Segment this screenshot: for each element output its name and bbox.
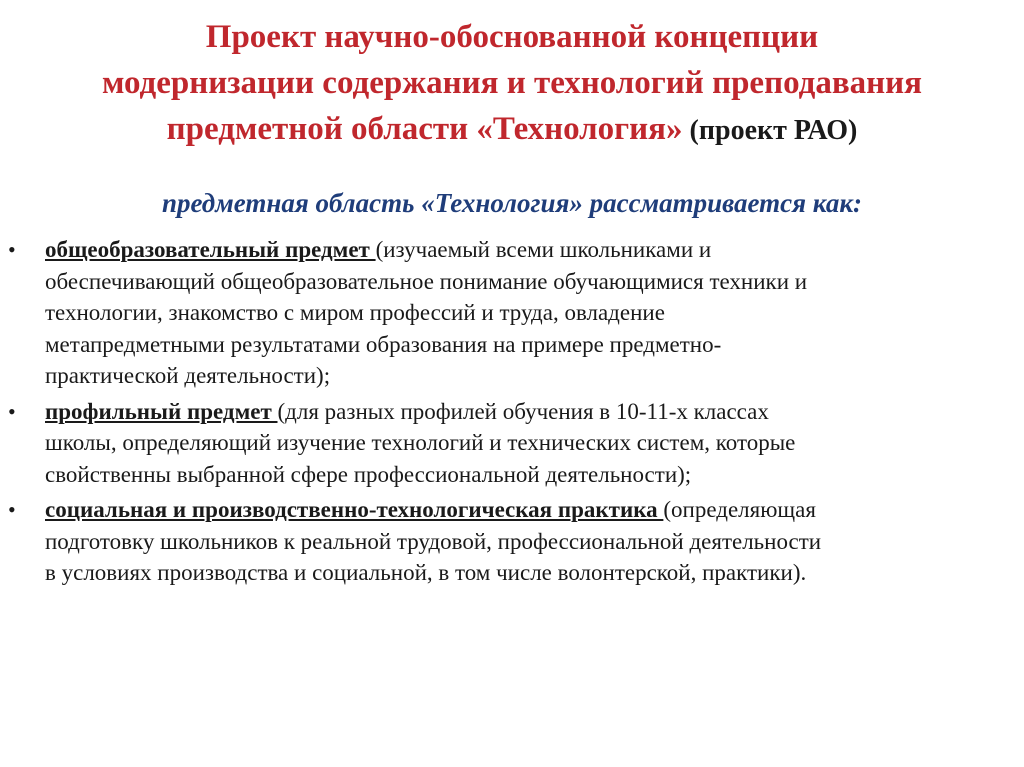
item-line: в условиях производства и социальной, в том числе волонтерской, практики). [45,560,807,585]
item-line: школы, определяющий изучение технологий и технических систем, которые [45,430,796,455]
list-item [0,234,1024,392]
item-term: социальная и производственно-технологическая практика [45,497,664,522]
item-line: свойственны выбранной сфере профессиональной деятельности); [45,461,692,487]
title-line-3 [0,106,1024,154]
list-item [0,396,1024,491]
title-line-1: Проект научно-обоснованной концепции [205,19,819,55]
bullet-icon: • [8,237,16,262]
item-line [45,396,1010,428]
title-line-2: модернизации содержания и технологий преподавания [101,65,923,101]
item-term: профильный предмет [45,398,278,424]
item-term: общеобразовательный предмет [45,237,376,262]
list-item [0,494,1024,589]
bullet-icon: • [8,398,16,424]
bullet-list [0,234,1024,593]
slide-subtitle: предметная область «Технология» рассматривается как: [161,188,862,218]
item-line: практической деятельности); [45,363,331,388]
title-suffix: (проект РАО) [682,115,858,146]
item-line: технологии, знакомство с миром профессий и труда, овладение [45,300,665,325]
item-line [45,234,1010,266]
item-line: метапредметными результатами образования на примере предметно- [45,331,722,357]
item-text: (определяющая [663,497,816,522]
item-line [45,494,1010,526]
title-line-3-text: предметной области «Технология» [166,111,683,147]
bullet-icon: • [8,497,16,522]
item-line: подготовку школьников к реальной трудовой, профессиональной деятельности [45,528,822,554]
item-text: (изучаемый всеми школьниками и [375,237,712,262]
slide-title [0,14,1024,154]
item-text: (для разных профилей обучения в 10-11-х классах [277,398,769,424]
item-line: обеспечивающий общеобразовательное понимание обучающимися техники и [45,268,808,294]
